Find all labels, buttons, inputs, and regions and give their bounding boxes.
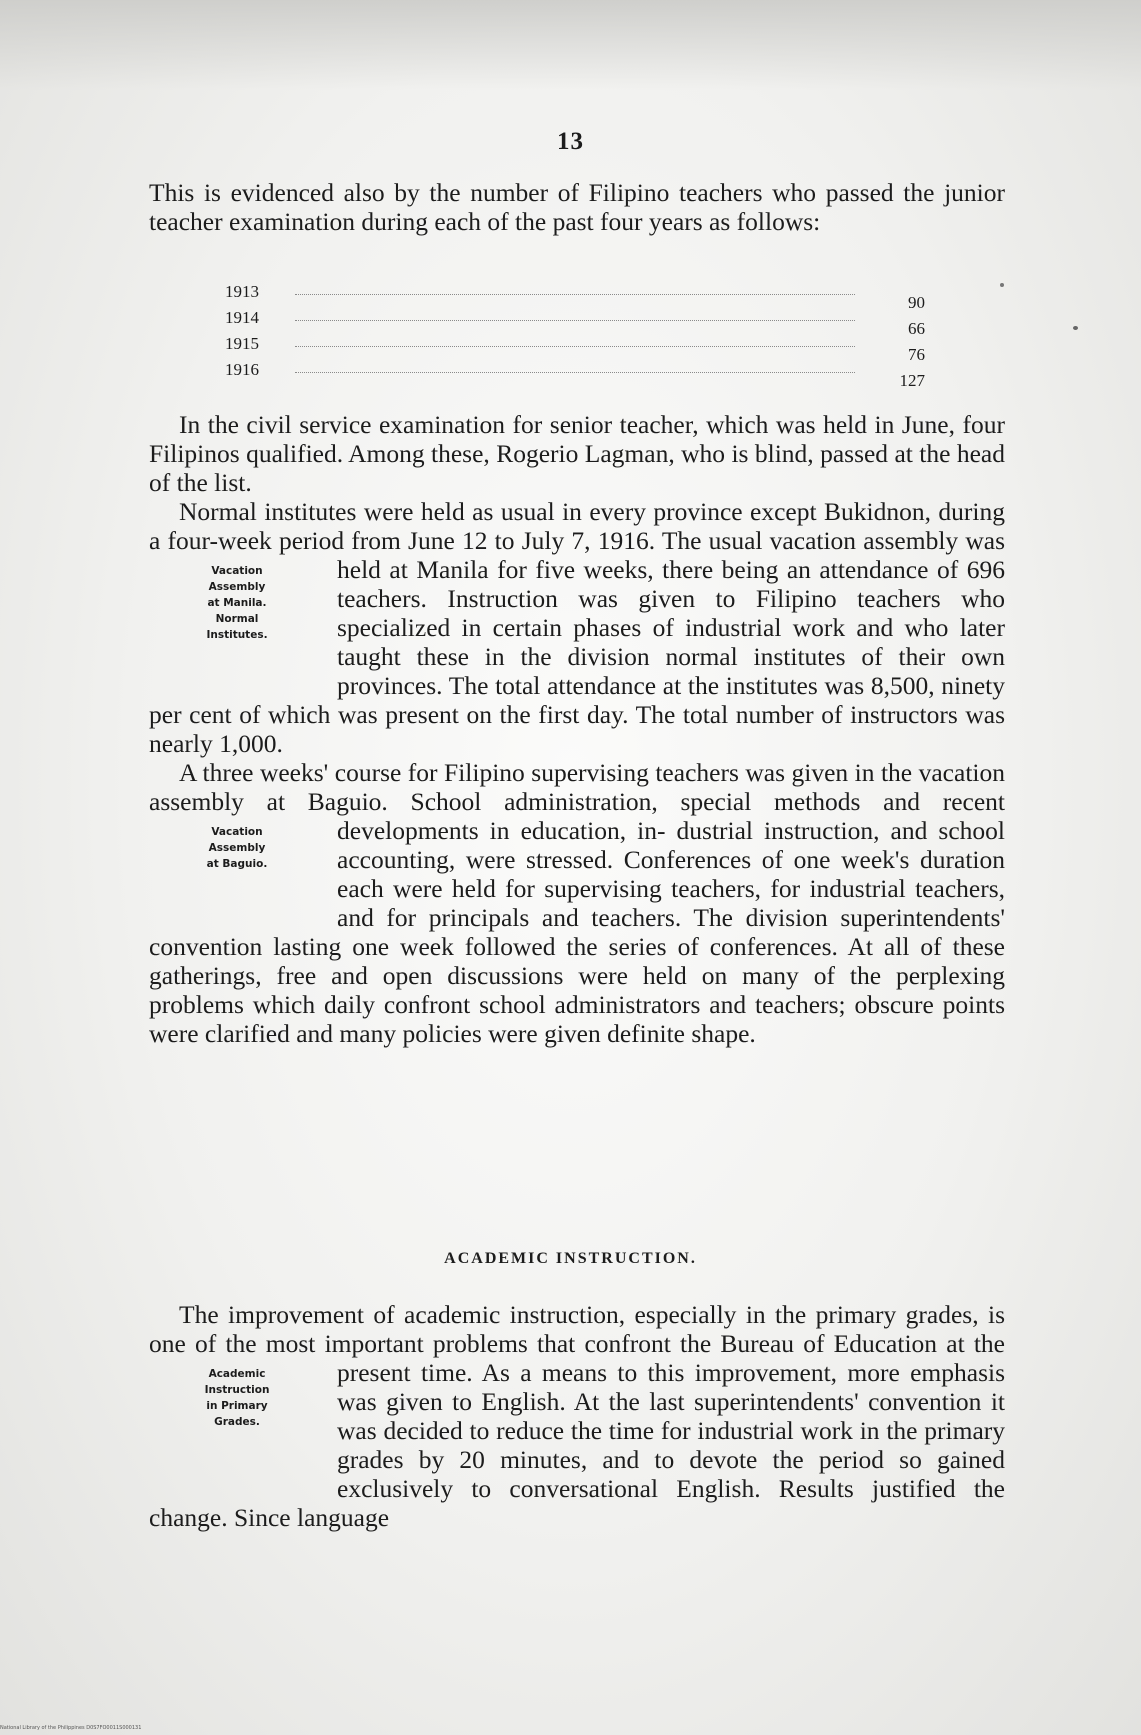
intro-text: This is evidenced also by the number of Filipino teachers who passed the junior teacher examination during each of the past four years as follows: xyxy=(149,178,1005,236)
academic-lead: The improvement of academic instruction, especially in the primary grades, is one of the most important problems that confront the Bureau of Education at the present time. As a xyxy=(149,1300,1005,1387)
side-note-line: in Primary xyxy=(206,1400,268,1412)
side-note-manila xyxy=(137,555,337,673)
stat-row xyxy=(225,334,925,364)
scan-footer: National Library of the Philippines D0S7FO0011S000131 xyxy=(0,1725,142,1731)
section-heading: ACADEMIC INSTRUCTION. xyxy=(444,1250,697,1267)
stat-count: 66 xyxy=(908,319,925,338)
page-shadow xyxy=(0,0,1141,90)
side-note-line: Vacation xyxy=(211,565,263,577)
page-number: 13 xyxy=(557,128,584,155)
stat-row xyxy=(225,282,925,312)
stat-count: 127 xyxy=(899,371,925,390)
side-note-line: at Baguio. xyxy=(206,858,268,870)
stat-year: 1915 xyxy=(225,334,259,353)
normal-institutes-rest: weeks, there being an attendance of 696 teachers. Instruction was given to Filipino teachers who specialized in certain phases of industrial work and who later taught these in the division normal institutes of their own provinces. The total attendance at the institutes was 8,500, ninety per cent of which was present on the first day. The total number of instructors was nearly 1,000. xyxy=(149,555,1005,758)
scan-speck xyxy=(1073,326,1078,330)
body-text xyxy=(149,410,1005,1048)
leader-dots xyxy=(295,320,855,321)
side-note-line: Normal xyxy=(215,613,259,625)
leader-dots xyxy=(295,294,855,295)
academic-rest: means to this improvement, more emphasis was given to English. At the last superintendents' convention it was decided to reduce the time for industrial work in the primary grades by 20 minutes, and to devote the period so gained exclusively to conversational English. Results justified the change. Since language xyxy=(149,1358,1005,1532)
side-note-line: Assembly xyxy=(208,842,266,854)
side-note-line: Academic xyxy=(208,1368,266,1380)
stat-count: 76 xyxy=(908,345,925,364)
leader-dots xyxy=(295,346,855,347)
side-note-line: Institutes. xyxy=(206,629,268,641)
side-note-line: Grades. xyxy=(214,1416,260,1428)
normal-institutes-paragraph xyxy=(149,497,1005,758)
scan-speck xyxy=(1000,283,1004,287)
intro-paragraph xyxy=(149,178,1005,236)
side-note-baguio xyxy=(137,816,337,908)
baguio-rest: dustrial instruction, and school accounting, were stressed. Conferences of one week's duration each were held for supervising teachers, for industrial teachers, and for principals and teachers. The division superintendents' convention lasting one week followed the series of conferences. At all of these gatherings, free and open discussions were held on many of the perplexing problems which daily confront school administrators and teachers; obscure points were clarified and many policies were given definite shape. xyxy=(149,816,1005,1048)
stat-year: 1914 xyxy=(225,308,259,327)
side-note-academic xyxy=(137,1358,337,1476)
academic-text xyxy=(149,1300,1005,1532)
side-note-line: at Manila. xyxy=(207,597,267,609)
exam-stats-table xyxy=(225,282,925,390)
stat-count: 90 xyxy=(908,293,925,312)
baguio-paragraph xyxy=(149,758,1005,1048)
stat-year: 1916 xyxy=(225,360,259,379)
side-note-line: Assembly xyxy=(208,581,266,593)
normal-institutes-lead: Normal institutes were held as usual in every province except Bukidnon, during a four-week period from June 12 to July 7, 1916. The usual vacation assembly was held at Manila for five xyxy=(149,497,1005,584)
baguio-lead: A three weeks' course for Filipino supervising teachers was given in the vacation assembly at Baguio. School administration, special methods and recent developments in education, in- xyxy=(149,758,1005,845)
stat-row xyxy=(225,308,925,338)
side-note-line: Vacation xyxy=(211,826,263,838)
stat-row xyxy=(225,360,925,390)
civil-service-paragraph: In the civil service examination for senior teacher, which was held in June, four Filipinos qualified. Among these, Rogerio Lagman, who is blind, passed at the head of the list. xyxy=(149,410,1005,497)
side-note-line: Instruction xyxy=(204,1384,270,1396)
leader-dots xyxy=(295,372,855,373)
stat-year: 1913 xyxy=(225,282,259,301)
academic-paragraph xyxy=(149,1300,1005,1532)
